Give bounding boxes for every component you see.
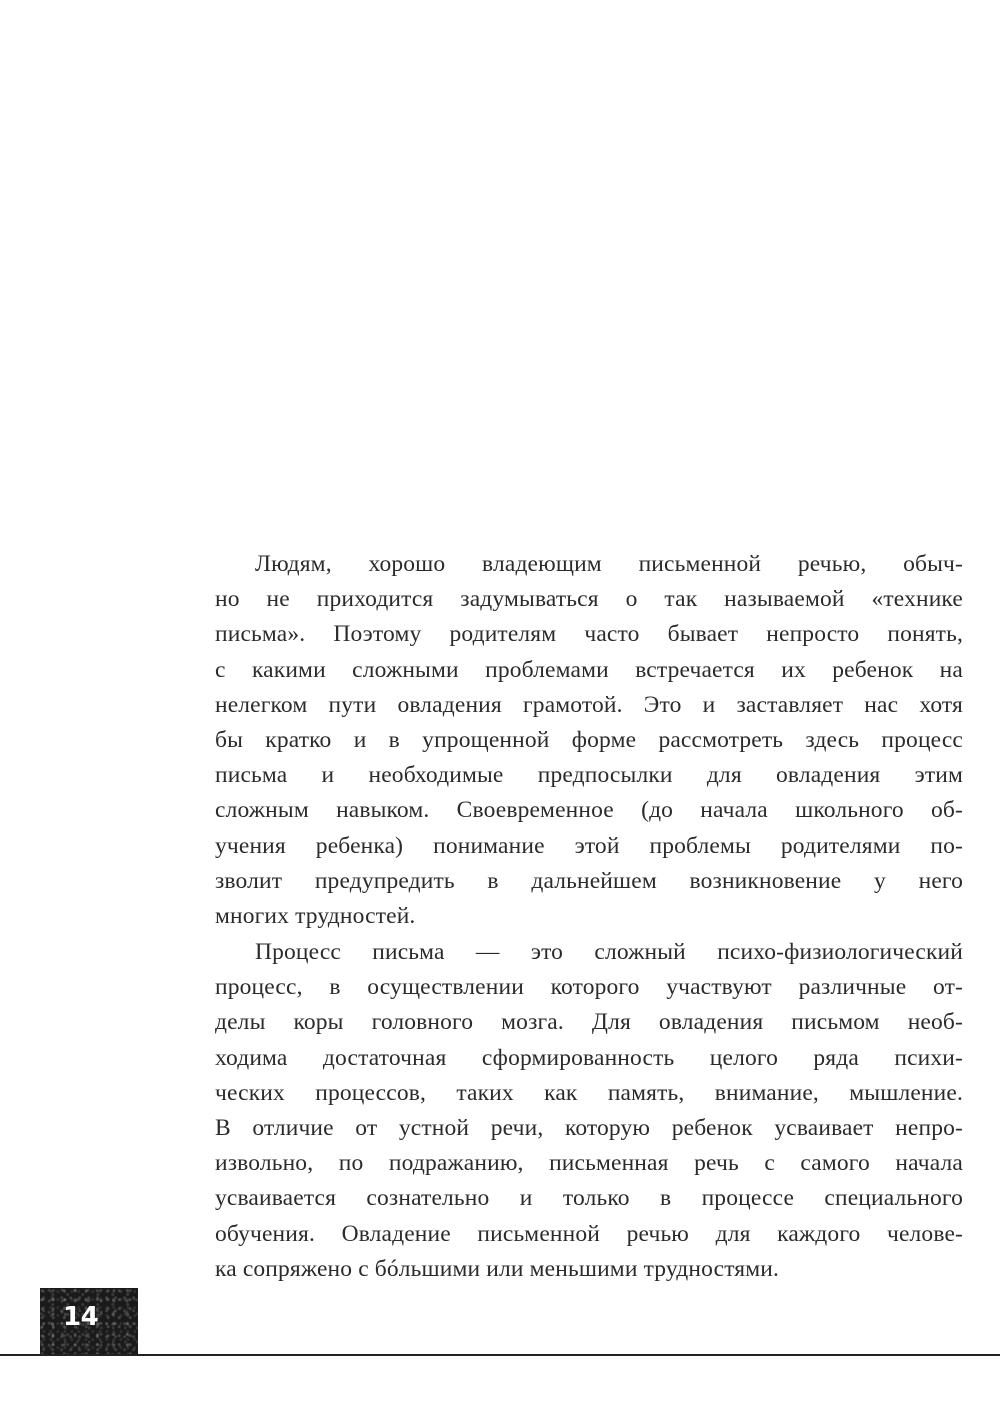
text-line: усваивается сознательно и только в процессе специального — [215, 1185, 963, 1212]
text-line: обучения. Овладение письменной речью для каждого челове- — [215, 1220, 963, 1247]
text-line: с какими сложными проблемами встречается их ребенок на — [215, 656, 963, 683]
bottom-rule — [0, 1354, 1000, 1356]
text-line: многих трудностей. — [215, 902, 416, 929]
text-line: извольно, по подражанию, письменная речь с самого начала — [215, 1150, 963, 1177]
text-line: процесс, в осуществлении которого участвуют различные от- — [215, 974, 963, 1001]
paragraph-2 — [215, 935, 963, 1287]
text-line: В отличие от устной речи, которую ребенок усваивает непро- — [215, 1115, 963, 1141]
text-line: бы кратко и в упрощенной форме рассмотреть здесь процесс — [215, 726, 963, 753]
text-line: делы коры головного мозга. Для овладения письмом необ- — [215, 1009, 963, 1036]
page-number: 14 — [63, 1302, 99, 1332]
text-line: письма и необходимые предпосылки для овладения этим — [215, 762, 963, 789]
text-line: зволит предупредить в дальнейшем возникновение у него — [215, 867, 963, 894]
text-line: ка сопряжено с бóльшими или меньшими трудностями. — [215, 1255, 780, 1282]
text-line: Людям, хорошо владеющим письменной речью, обыч- — [255, 551, 963, 577]
paragraph-1 — [215, 547, 963, 934]
text-line: Процесс письма — это сложный психо-физиологический — [255, 939, 963, 966]
text-line: учения ребенка) понимание этой проблемы родителями по- — [215, 832, 963, 859]
text-line: сложным навыком. Своевременное (до начала школьного об- — [215, 797, 963, 824]
body-text — [215, 547, 963, 1287]
text-line: нелегком пути овладения грамотой. Это и заставляет нас хотя — [215, 691, 963, 718]
text-line: ходима достаточная сформированность целого ряда психи- — [215, 1044, 963, 1071]
text-line: но не приходится задумываться о так называемой «технике — [215, 586, 963, 613]
page-number-block — [40, 1288, 138, 1354]
text-line: ческих процессов, таких как память, внимание, мышление. — [215, 1079, 963, 1106]
text-line: письма». Поэтому родителям часто бывает непросто понять, — [215, 621, 963, 648]
